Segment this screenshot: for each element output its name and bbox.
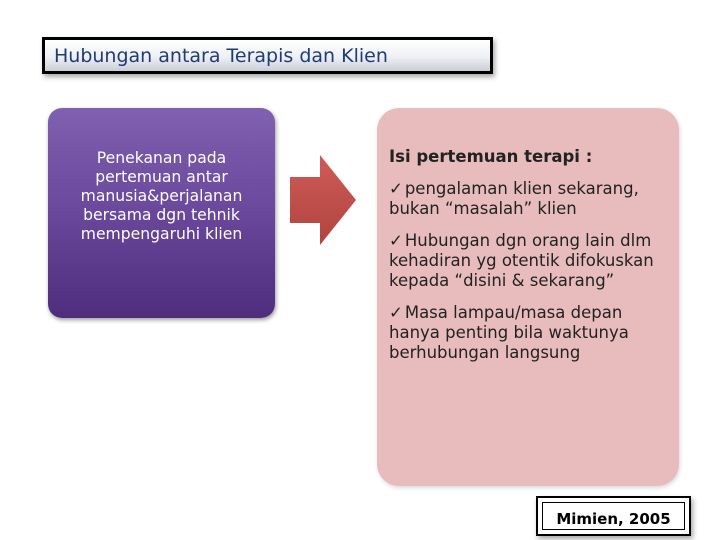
- emphasis-line: pertemuan antar: [95, 168, 228, 186]
- list-item-text: pengalaman klien sekarang, bukan “masalah” klien: [389, 179, 639, 218]
- source-citation-box: [536, 496, 691, 536]
- list-item: [389, 179, 673, 219]
- emphasis-text: [54, 149, 269, 244]
- checkmark-icon: ✓: [389, 231, 403, 250]
- list-item: [389, 231, 673, 291]
- list-item: [389, 303, 673, 363]
- emphasis-box: [48, 108, 275, 318]
- slide-title: Hubungan antara Terapis dan Klien: [54, 45, 388, 67]
- checkmark-icon: ✓: [389, 303, 403, 322]
- content-heading: Isi pertemuan terapi :: [389, 147, 593, 166]
- emphasis-line: Penekanan pada: [96, 149, 227, 167]
- emphasis-line: manusia&perjalanan: [80, 187, 243, 205]
- emphasis-line: mempengaruhi klien: [80, 225, 243, 243]
- checkmark-icon: ✓: [389, 179, 403, 198]
- list-item-text: Hubungan dgn orang lain dlm kehadiran yg otentik difokuskan kepada “disini & sekarang”: [389, 231, 654, 290]
- emphasis-line: bersama dgn tehnik: [83, 206, 240, 224]
- content-list: [389, 147, 673, 375]
- source-inner-frame: [542, 502, 685, 530]
- right-arrow-icon: [290, 155, 356, 245]
- list-item-text: Masa lampau/masa depan hanya penting bila waktunya berhubungan langsung: [389, 303, 629, 362]
- source-citation: Mimien, 2005: [556, 510, 671, 528]
- content-box: [377, 108, 679, 486]
- title-box: [42, 37, 493, 74]
